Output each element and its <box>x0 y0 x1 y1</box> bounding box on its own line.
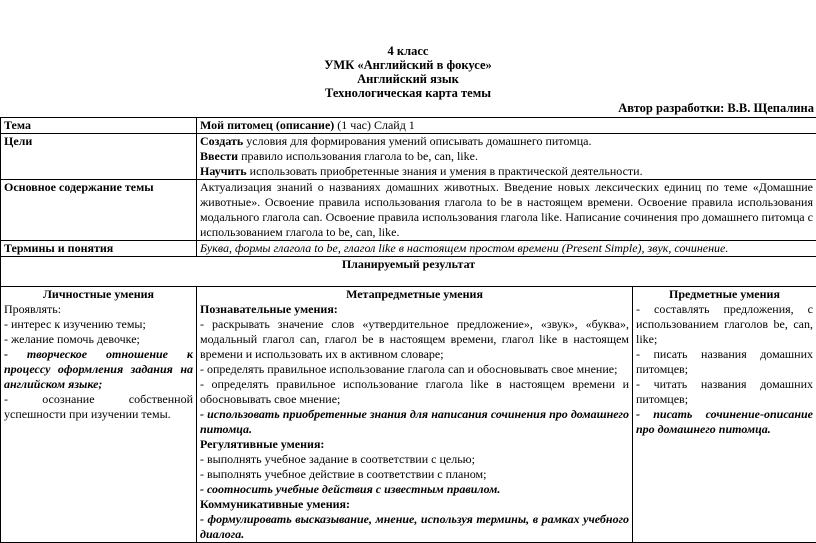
goals-label: Цели <box>1 134 197 180</box>
topic-row <box>1 118 816 134</box>
grade-line: 4 класс <box>0 44 816 59</box>
content-row <box>1 180 816 241</box>
goal2-rest: правило использования глагола to be, can, like. <box>238 149 478 163</box>
topic-bold: Мой питомец (описание) <box>200 118 334 132</box>
goal1-rest: условия для формирования умений описывать домашнего питомца. <box>243 134 591 148</box>
cognitive-4: - использовать приобретенные знания для написания сочинения про домашнего питомца. <box>200 407 629 437</box>
content-label: Основное содержание темы <box>1 180 197 241</box>
cognitive-2: - определять правильное использование глагола can и обосновывать свое мнение; <box>200 362 629 377</box>
content-value: Актуализация знаний о названиях домашних животных. Введение новых лексических единиц по теме «Домашние животные». Освоение правила использования глагола to be в настоящем времени. Освоение правила использования модального глагола can. Освоение правила использования глагола like. Написание сочинения про домашнего питомца с использованием глагола to be, can, like. <box>197 180 816 241</box>
cognitive-3: - определять правильное использование глагола like в настоящем времени и обосновывать свое мнение; <box>200 377 629 407</box>
regulative-title: Регулятивные умения: <box>200 437 629 452</box>
goal2-bold: Ввести <box>200 149 238 163</box>
terms-row <box>1 241 816 257</box>
subject-title: Предметные умения <box>636 287 813 302</box>
planned-result: Планируемый результат <box>1 257 816 287</box>
personal-l1: Проявлять: <box>4 302 193 317</box>
subject-line: Английский язык <box>0 72 816 87</box>
personal-col <box>1 287 197 543</box>
cognitive-title: Познавательные умения: <box>200 302 629 317</box>
goal3-bold: Научить <box>200 164 247 178</box>
personal-l4: - творческое отношение к процессу оформления задания на английском языке; <box>4 347 193 392</box>
goals-row <box>1 134 816 180</box>
subject-2: - писать названия домашних питомцев; <box>636 347 813 377</box>
personal-title: Личностные умения <box>4 287 193 302</box>
regulative-2: - выполнять учебное действие в соответствии с планом; <box>200 467 629 482</box>
personal-l5: - осознание собственной успешности при изучении темы. <box>4 392 193 422</box>
communicative-title: Коммуникативные умения: <box>200 497 629 512</box>
subject-3: - читать названия домашних питомцев; <box>636 377 813 407</box>
tech-card-table <box>0 117 816 543</box>
regulative-1: - выполнять учебное задание в соответствии с целью; <box>200 452 629 467</box>
personal-l2: - интерес к изучению темы; <box>4 317 193 332</box>
skills-row <box>1 287 816 543</box>
meta-col <box>197 287 633 543</box>
terms-value: Буква, формы глагола to be, глагол like в настоящем простом времени (Present Simple), звук, сочинение. <box>197 241 816 257</box>
subject-1: - составлять предложения, с использованием глаголов be, can, like; <box>636 302 813 347</box>
communicative-1: - формулировать высказывание, мнение, используя термины, в рамках учебного диалога. <box>200 512 629 542</box>
topic-label: Тема <box>1 118 197 134</box>
terms-label: Термины и понятия <box>1 241 197 257</box>
planned-row <box>1 257 816 287</box>
subject-col <box>633 287 816 543</box>
topic-value <box>197 118 816 134</box>
goal1-bold: Создать <box>200 134 243 148</box>
author-line: Автор разработки: В.В. Щепалина <box>618 101 814 116</box>
meta-title: Метапредметные умения <box>200 287 629 302</box>
goal3-rest: использовать приобретенные знания и умения в практической деятельности. <box>247 164 643 178</box>
personal-l3: - желание помочь девочке; <box>4 332 193 347</box>
goals-value <box>197 134 816 180</box>
card-title: Технологическая карта темы <box>0 86 816 101</box>
topic-rest: (1 час) Слайд 1 <box>334 118 415 132</box>
subject-4: - писать сочинение-описание про домашнего питомца. <box>636 407 813 437</box>
umk-line: УМК «Английский в фокусе» <box>0 58 816 73</box>
regulative-3: - соотносить учебные действия с известным правилом. <box>200 482 629 497</box>
cognitive-1: - раскрывать значение слов «утвердительное предложение», «звук», «буква», модальный глагол can, глагол be в настоящем времени, глагол like в настоящем времени и использовать их в активном словаре; <box>200 317 629 362</box>
